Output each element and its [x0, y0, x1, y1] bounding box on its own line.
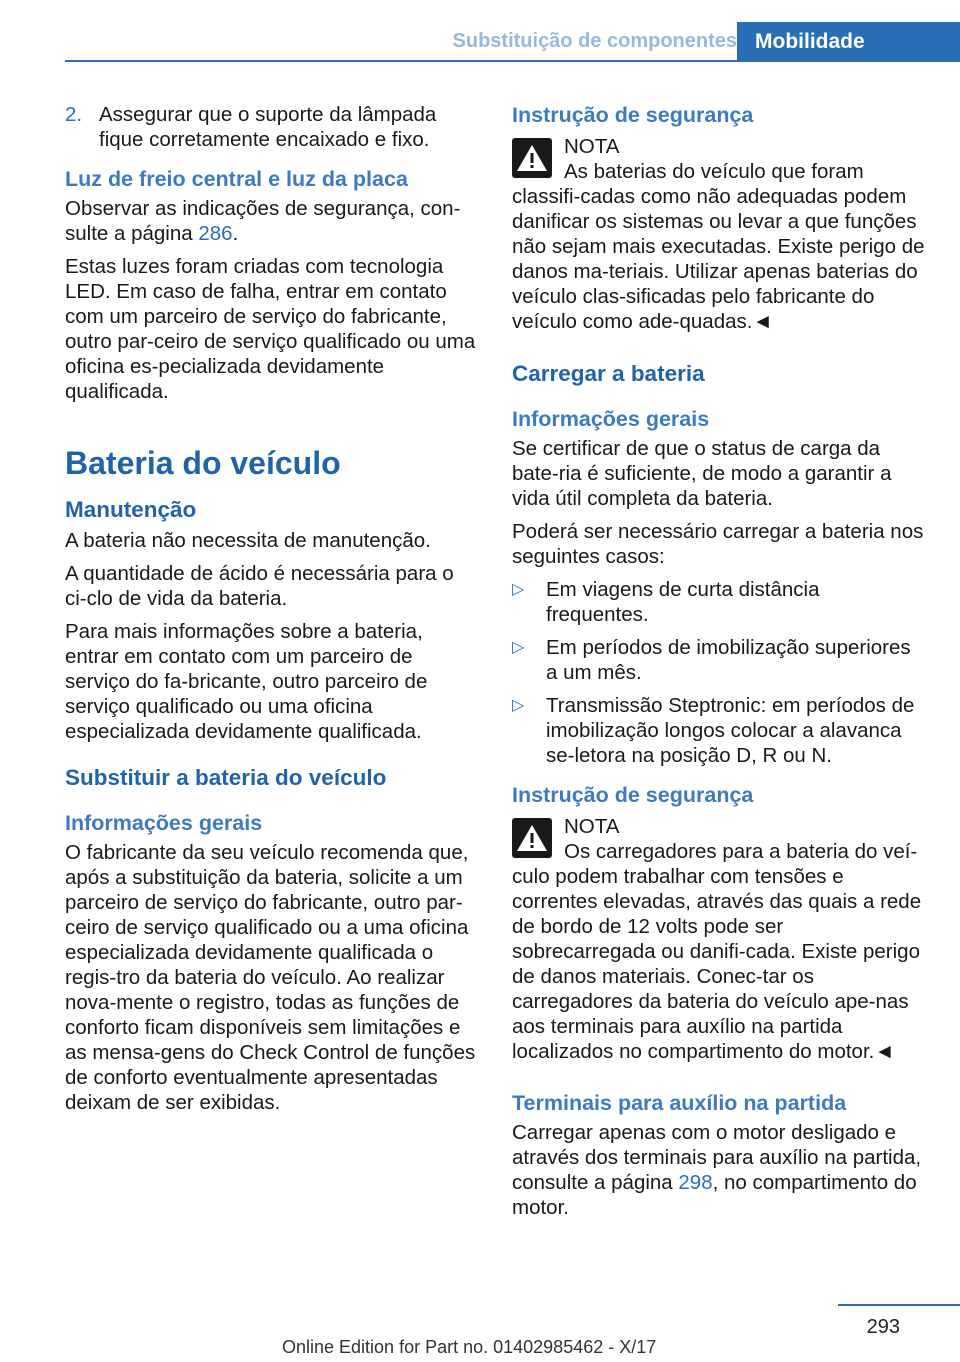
numbered-step-2: [65, 102, 480, 152]
bullet-item: [512, 577, 927, 627]
bullet-text: Em períodos de imobilização superiores a um mês.: [546, 636, 911, 684]
step-text: Assegurar que o suporte da lâmpada fique corretamente encaixado e fixo.: [99, 103, 437, 151]
paragraph-manut-2: A quantidade de ácido é necessária para o ci-clo de vida da bateria.: [65, 562, 454, 610]
nota-text: [512, 839, 927, 1064]
header-rule: [65, 60, 960, 62]
page-link-298[interactable]: 298: [678, 1171, 713, 1194]
nota-label: NOTA: [564, 135, 620, 158]
heading-manutencao: Manutenção: [65, 497, 197, 522]
bullet-triangle-icon: ▷: [512, 639, 525, 656]
warning-triangle-icon: [512, 138, 552, 178]
heading-terminais: Terminais para auxílio na partida: [512, 1091, 847, 1115]
step-number: 2.: [65, 103, 83, 126]
heading-luz-freio: Luz de freio central e luz da placa: [65, 167, 408, 191]
edition-footer: Online Edition for Part no. 01402985462 - X/17: [282, 1337, 657, 1357]
paragraph-luz-2: Estas luzes foram criadas com tecnologia LED. Em caso de falha, entrar em contato com um parceiro de serviço do fabricante, outro par-ceiro de serviço qualificado ou uma oficina es-pecializada devidamente qualificada.: [65, 255, 476, 403]
paragraph-info-left: O fabricante da seu veículo recomenda que, após a substituição da bateria, solicite a um parceiro de serviço do fabricante, outro par-ceiro de serviço qualificado ou a uma oficina especializada devidamente qualificada o regis-tro da bateria do veículo. Ao realizar nova-mente o registro, todas as funções de conforto ficam disponíveis sem limitações e as mensa-gens do Check Control de funções de conforto eventualmente apresentadas deixam de ser exibidas.: [65, 841, 476, 1114]
paragraph-luz-1: [65, 196, 480, 246]
page-link-286[interactable]: 286: [198, 222, 233, 245]
paragraph-manut-3: Para mais informações sobre a bateria, entrar em contato com um parceiro de serviço do fa-bricante, outro parceiro de serviço qualificado ou uma oficina especializada devidamente qualificada.: [65, 620, 428, 743]
page-number: 293: [866, 1316, 900, 1338]
heading-info-gerais-right: Informações gerais: [512, 407, 710, 431]
bullet-text: Em viagens de curta distância frequentes.: [546, 578, 820, 626]
paragraph-info-right-1: Se certificar de que o status de carga da bate-ria é suficiente, de modo a garantir a vida útil completa da bateria.: [512, 437, 892, 510]
text: Observar as indicações de segurança, con-sulte a página: [65, 197, 461, 245]
warning-note-2: [512, 814, 927, 1064]
heading-info-gerais-left: Informações gerais: [65, 811, 263, 835]
text: , no compartimento do motor.: [512, 1171, 917, 1219]
heading-substituir-bateria: Substituir a bateria do veículo: [65, 765, 387, 790]
heading-seguranca-1: Instrução de segurança: [512, 103, 754, 127]
nota-body: Os carregadores para a bateria do veí-culo podem trabalhar com tensões e correntes elevadas, através das quais a rede de bordo de 12 volts pode ser sobrecarregada ou danifi-cada. Existe perigo de danos materiais. Conec-tar os carregadores da bateria do veículo ape-nas aos terminais para auxílio na partida localizados no compartimento do motor.◄: [512, 840, 922, 1063]
bullet-item: [512, 635, 927, 685]
paragraph-manut-1: A bateria não necessita de manutenção.: [65, 529, 431, 552]
warning-note-1: [512, 134, 927, 334]
text: Carregar apenas com o motor desligado e através dos terminais para auxílio na partida, consulte a página: [512, 1121, 922, 1194]
heading-carregar-bateria: Carregar a bateria: [512, 361, 705, 386]
header-section-title: Substituição de componentes: [452, 30, 737, 52]
header-tab-mobilidade: Mobilidade: [737, 22, 960, 62]
bullet-triangle-icon: ▷: [512, 581, 525, 598]
right-column: [512, 102, 927, 1228]
heading-seguranca-2: Instrução de segurança: [512, 783, 754, 807]
footer-rule: [838, 1304, 960, 1306]
paragraph-terminais: [512, 1120, 927, 1220]
nota-text: [512, 159, 927, 334]
nota-body: As baterias do veículo que foram classifi-cadas como não adequadas podem danificar os sistemas ou levar a que funções não sejam mais executadas. Existe perigo de danos ma-teriais. Utilizar apenas baterias do veículo clas-sificadas pelo fabricante do veículo como ade-quadas.◄: [512, 160, 925, 333]
heading-bateria-veiculo: Bateria do veículo: [65, 445, 341, 481]
left-column: [65, 102, 480, 1123]
nota-label: NOTA: [564, 815, 620, 838]
text: .: [232, 222, 239, 245]
bullet-triangle-icon: ▷: [512, 697, 525, 714]
warning-triangle-icon: [512, 818, 552, 858]
bullet-item: [512, 693, 927, 768]
bullet-text: Transmissão Steptronic: em períodos de imobilização longos colocar a alavanca se-letora na posição D, R ou N.: [546, 694, 915, 767]
paragraph-info-right-2: Poderá ser necessário carregar a bateria nos seguintes casos:: [512, 520, 924, 568]
